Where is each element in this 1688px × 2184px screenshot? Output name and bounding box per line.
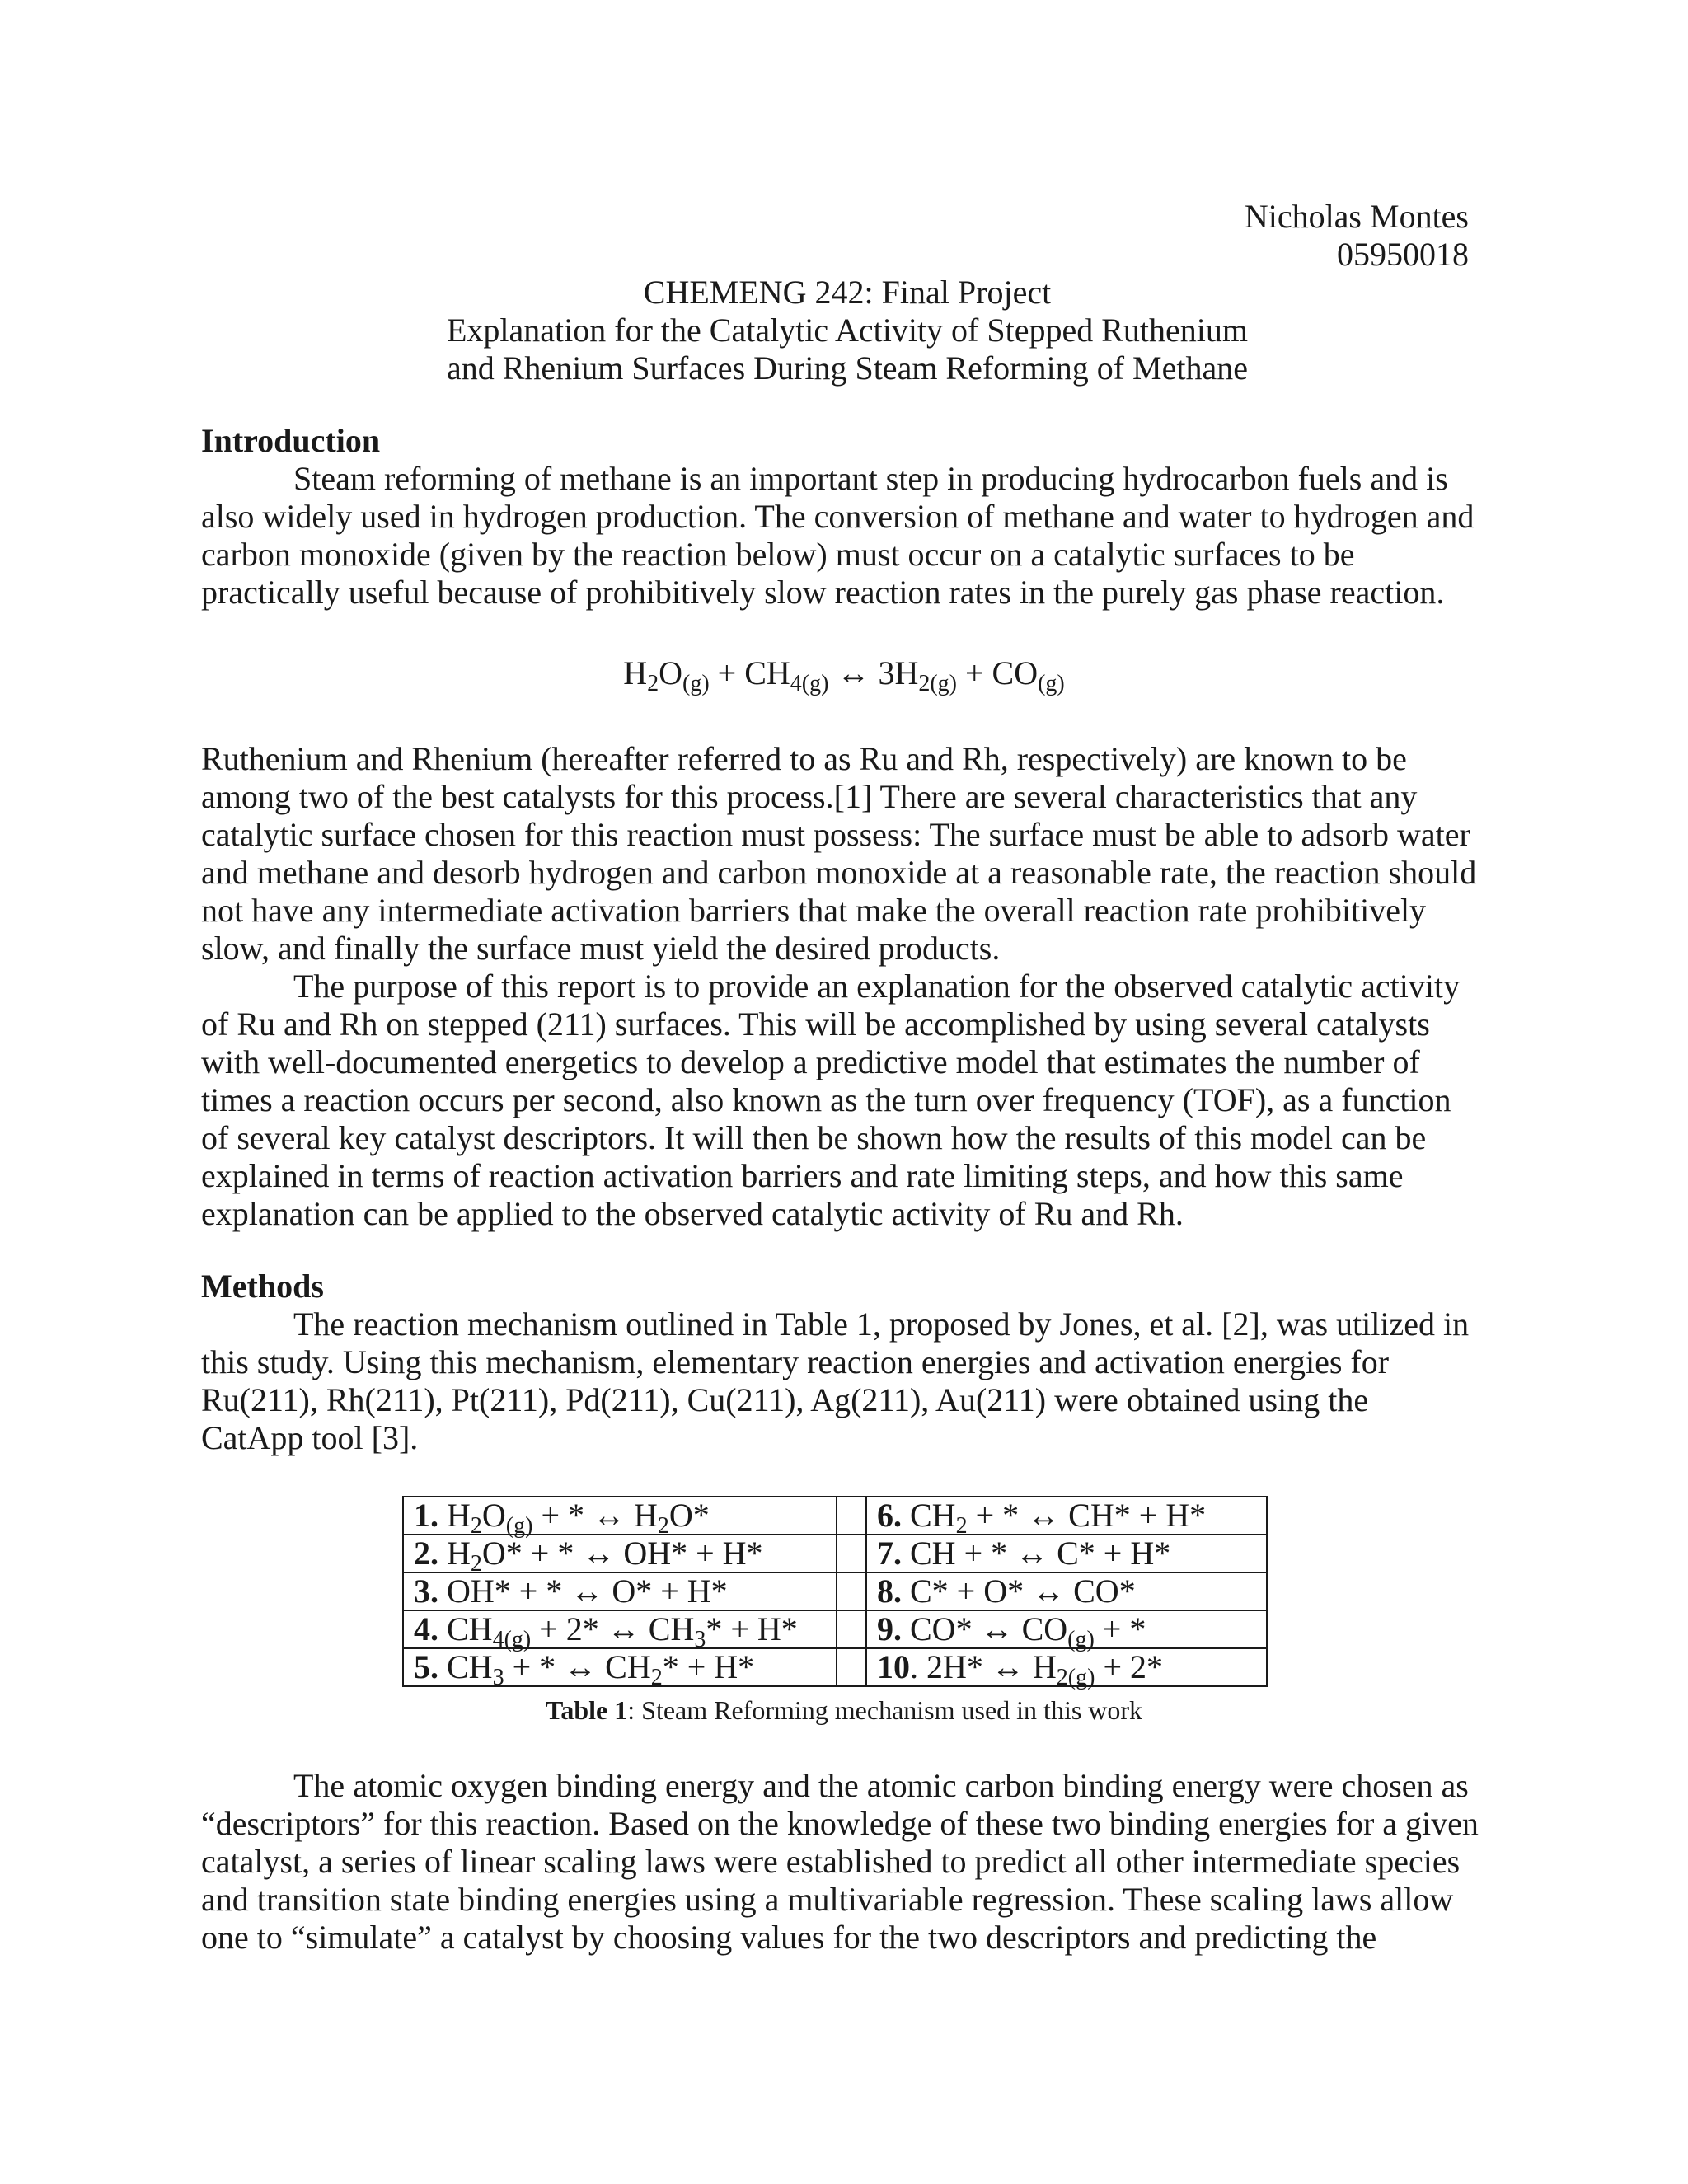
methods-heading: Methods — [201, 1268, 324, 1305]
table-row — [403, 1572, 1267, 1610]
intro-p2-line-2: among two of the best catalysts for this process.[1] There are several characteristics that any — [201, 778, 1418, 815]
intro-p2-line-5: not have any intermediate activation barriers that make the overall reaction rate prohibitively — [201, 892, 1427, 929]
methods-p1-line-4: CatApp tool [3]. — [201, 1419, 419, 1456]
table-row — [403, 1535, 1267, 1572]
intro-p1-line-2: also widely used in hydrogen production. The conversion of methane and water to hydrogen and — [201, 498, 1475, 535]
reaction-step-5: 5. $CH_3$ + * ↔ $CH_2* + H*$ — [403, 1648, 837, 1686]
reaction-step-4: 4. $CH_{4(g)} + 2*$ ↔ $CH_3* + H*$ — [403, 1610, 837, 1648]
methods-p1-line-2: this study. Using this mechanism, elementary reaction energies and activation energies for — [201, 1343, 1390, 1380]
methods-p2-line-4: and transition state binding energies using a multivariable regression. These scaling laws allow — [201, 1881, 1454, 1918]
intro-p3-line-3: with well-documented energetics to develop a predictive model that estimates the number of — [201, 1043, 1420, 1080]
table-caption — [0, 1695, 1688, 1725]
intro-p3-line-4: times a reaction occurs per second, also known as the turn over frequency (TOF), as a function — [201, 1081, 1451, 1118]
methods-p1-line-3: Ru(211), Rh(211), Pt(211), Pd(211), Cu(211), Ag(211), Au(211) were obtained using the — [201, 1381, 1369, 1418]
methods-p2-line-2: “descriptors” for this reaction. Based on the knowledge of these two binding energies for a given — [201, 1805, 1479, 1842]
author-name: Nicholas Montes — [1244, 198, 1469, 235]
methods-p1-line-1: The reaction mechanism outlined in Table 1, proposed by Jones, et al. [2], was utilized in — [293, 1305, 1470, 1343]
intro-p2-line-3: catalytic surface chosen for this reaction must possess: The surface must be able to adsorb water — [201, 816, 1470, 853]
table-row — [403, 1497, 1267, 1535]
reaction-step-7: 7. CH + * ↔ C* + H* — [866, 1535, 1267, 1572]
intro-p2-line-4: and methane and desorb hydrogen and carbon monoxide at a reasonable rate, the reaction should — [201, 854, 1477, 891]
methods-p2-line-1: The atomic oxygen binding energy and the atomic carbon binding energy were chosen as — [293, 1767, 1469, 1804]
report-title-line-1: Explanation for the Catalytic Activity of Stepped Ruthenium — [446, 312, 1249, 349]
reaction-equation: $H_2O_{(g)} + CH_{4(g)}$ ↔ $3H_{2(g)} + CO_{(g)}$ — [623, 654, 1065, 696]
table-row — [403, 1648, 1267, 1686]
introduction-heading: Introduction — [201, 422, 381, 459]
methods-p2-line-3: catalyst, a series of linear scaling laws were established to predict all other intermediate species — [201, 1843, 1461, 1880]
student-id: 05950018 — [1337, 236, 1469, 273]
intro-p3-line-2: of Ru and Rh on stepped (211) surfaces. This will be accomplished by using several catalysts — [201, 1005, 1430, 1043]
reaction-step-10: 10. 2H* ↔ $H_{2(g)} + 2*$ — [866, 1648, 1267, 1686]
intro-p2-line-6: slow, and finally the surface must yield the desired products. — [201, 930, 1001, 967]
reaction-step-9: 9. CO* ↔ $CO_{(g)}$ + * — [866, 1610, 1267, 1648]
reaction-step-8: 8. C* + O* ↔ CO* — [866, 1572, 1267, 1610]
table-caption-text: : Steam Reforming mechanism used in this work — [627, 1695, 1143, 1725]
reaction-step-6: 6. $CH_2$ + * ↔ CH* + H* — [866, 1497, 1267, 1535]
intro-p2-line-1: Ruthenium and Rhenium (hereafter referred to as Ru and Rh, respectively) are known to be — [201, 740, 1407, 777]
table-row — [403, 1610, 1267, 1648]
mechanism-table — [402, 1496, 1268, 1690]
report-title-line-2: and Rhenium Surfaces During Steam Reforming of Methane — [447, 349, 1248, 387]
course-title: CHEMENG 242: Final Project — [643, 274, 1052, 311]
intro-p3-line-6: explained in terms of reaction activation barriers and rate limiting steps, and how this same — [201, 1157, 1404, 1194]
intro-p3-line-1: The purpose of this report is to provide an explanation for the observed catalytic activity — [293, 968, 1461, 1005]
reaction-step-3: 3. OH* + * ↔ O* + H* — [403, 1572, 837, 1610]
reaction-step-1: 1. $H_2O_{(g)}$ + * ↔ $H_2O*$ — [403, 1497, 837, 1535]
methods-p2-line-5: one to “simulate” a catalyst by choosing values for the two descriptors and predicting the — [201, 1919, 1377, 1956]
table-caption-label: Table 1 — [545, 1695, 628, 1725]
equilibrium-arrow: ↔ — [837, 654, 870, 691]
intro-p3-line-7: explanation can be applied to the observed catalytic activity of Ru and Rh. — [201, 1195, 1184, 1232]
reaction-step-2: 2. $H_2O*$ + * ↔ OH* + H* — [403, 1535, 837, 1572]
intro-p3-line-5: of several key catalyst descriptors. It will then be shown how the results of this model can be — [201, 1119, 1427, 1156]
intro-p1-line-4: practically useful because of prohibitively slow reaction rates in the purely gas phase reaction. — [201, 574, 1445, 611]
intro-p1-line-3: carbon monoxide (given by the reaction below) must occur on a catalytic surfaces to be — [201, 536, 1355, 573]
intro-p1-line-1: Steam reforming of methane is an important step in producing hydrocarbon fuels and is — [293, 460, 1448, 497]
